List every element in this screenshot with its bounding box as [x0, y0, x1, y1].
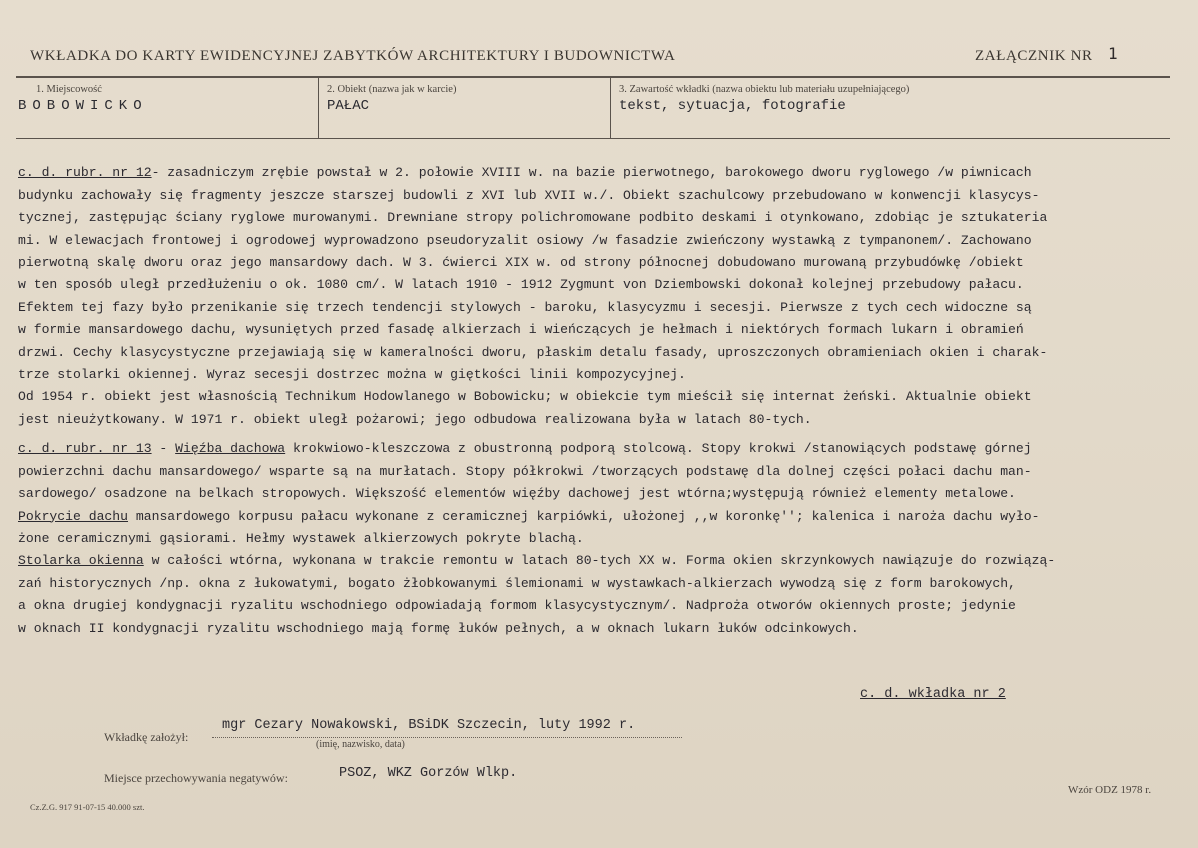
- print-info: Cz.Z.G. 917 91-07-15 40.000 szt.: [30, 802, 145, 812]
- text-line: Stolarka okienna w całości wtórna, wykonana w trakcie remontu w latach 80-tych XX w. Forma okien skrzynkowych nawiązuje do rozwiązą-: [18, 553, 1056, 569]
- negatives-label: Miejsce przechowywania negatywów:: [104, 771, 288, 785]
- text-line: w formie mansardowego dachu, wysuniętych przed fasadę alkierzach i wieńczących je hełmach i niektórych formach lukarn i obramień: [18, 322, 1024, 338]
- object-label: 2. Obiekt (nazwa jak w karcie): [327, 84, 457, 95]
- field-divider: [318, 78, 319, 138]
- text-line: jest nieużytkowany. W 1971 r. obiekt uległ pożarowi; jego odbudowa realizowana była w latach 80-tych.: [18, 411, 812, 427]
- author-label: Wkładkę założył:: [104, 730, 189, 744]
- fields-bottom-rule: [16, 138, 1170, 139]
- text-line: trze stolarki okiennej. Wyraz secesji dostrzec można w giętkości linii kompozycyjnej.: [18, 367, 686, 383]
- text-line: w oknach II kondygnacji ryzalitu wschodniego mają formę łuków pełnych, a w oknach lukarn łuków odcinkowych.: [18, 620, 859, 636]
- text-line: tycznej, zastępując ściany ryglowe murowanymi. Drewniane stropy polichromowane podbito deskami i otynkowano, zdobiąc je sztukateria: [18, 210, 1048, 226]
- object-value: PAŁAC: [327, 98, 370, 114]
- text-line: mi. W elewacjach frontowej i ogrodowej wyprowadzono pseudoryzalit osiowy /w fasadzie zwieńczony wystawką z tympanonem/. Zachowano: [18, 232, 1032, 248]
- annex-label: ZAŁĄCZNIK NR: [975, 48, 1093, 64]
- annex-number: 1: [1108, 44, 1119, 63]
- description-text: [18, 140, 1188, 685]
- text-line: sardowego/ osadzone na belkach stropowych. Większość elementów więźby dachowej jest wtórna;występują również elementy metalowe.: [18, 486, 1016, 502]
- author-sublabel: (imię, nazwisko, data): [316, 739, 405, 750]
- section-ref-12: c. d. rubr. nr 12: [18, 165, 152, 181]
- locality-value: BOBOWICKO: [18, 98, 148, 114]
- text-line: w ten sposób uległ przedłużeniu o ok. 1080 cm/. W latach 1910 - 1912 Zygmunt von Dziembowski dokonał kolejnej przebudowy pałacu.: [18, 277, 1024, 293]
- term-window-joinery: Stolarka okienna: [18, 553, 144, 569]
- text-line: Efektem tej fazy było przenikanie się trzech tendencji stylowych - baroku, klasycyzmu i secesji. Pierwsze z tych cech widoczne są: [18, 299, 1032, 315]
- author-value: mgr Cezary Nowakowski, BSiDK Szczecin, luty 1992 r.: [222, 718, 636, 733]
- text-line: c. d. rubr. nr 12- zasadniczym zrębie powstał w 2. połowie XVIII w. na bazie pierwotnego, barokowego dworu ryglowego /w piwnicach: [18, 165, 1032, 181]
- text-line: c. d. rubr. nr 13 - Więźba dachowa krokwiowo-kleszczowa z obustronną podporą stolcową. Stopy krokwi /stanowiących podstawę górnej: [18, 441, 1032, 457]
- text-line: powierzchni dachu mansardowego/ wsparte są na murłatach. Stopy półkrokwi /tworzących podstawę dla dolnej części połaci dachu man-: [18, 463, 1032, 479]
- section-ref-13: c. d. rubr. nr 13: [18, 441, 152, 457]
- text-line: Pokrycie dachu mansardowego korpusu pałacu wykonane z ceramicznej karpiówki, ułożonej ,,w koronkę''; kalenica i naroża dachu wyło-: [18, 508, 1040, 524]
- text-line: a okna drugiej kondygnacji ryzalitu wschodniego odpowiadają formom klasycystycznym/. Nadproża otworów okiennych proste; jedynie: [18, 598, 1016, 614]
- top-rule: [16, 76, 1170, 78]
- form-code: Wzór ODZ 1978 r.: [1068, 784, 1152, 796]
- negatives-value: PSOZ, WKZ Gorzów Wlkp.: [339, 766, 518, 781]
- text-line: drzwi. Cechy klasycystyczne przejawiają się w kameralności dworu, płaskim detalu fasady, uproszczonych obramieniach okien i charak-: [18, 344, 1048, 360]
- text-line: Od 1954 r. obiekt jest własnością Technikum Hodowlanego w Bobowicku; w obiekcie tym mieścił się internat żeński. Aktualnie obiekt: [18, 389, 1032, 405]
- form-title: WKŁADKA DO KARTY EWIDENCYJNEJ ZABYTKÓW ARCHITEKTURY I BUDOWNICTWA: [30, 48, 676, 64]
- text-line: zań historycznych /np. okna z łukowatymi, bogato żłobkowanymi ślemionami w wystawkach-alkierzach wywodzą się z form barokowych,: [18, 575, 1016, 591]
- author-dotted-line: [212, 737, 682, 738]
- continuation-note: c. d. wkładka nr 2: [860, 687, 1006, 702]
- text-line: żone ceramicznymi gąsiorami. Hełmy wystawek alkierzowych pokryte blachą.: [18, 530, 584, 546]
- term-roof-truss: Więźba dachowa: [175, 441, 286, 457]
- locality-label: 1. Miejscowość: [36, 84, 102, 95]
- contents-value: tekst, sytuacja, fotografie: [619, 98, 846, 114]
- text-line: budynku zachowały się fragmenty jeszcze starszej budowli z XVI lub XVII w./. Obiekt szachulcowy przebudowano w konwencji klasycys-: [18, 187, 1040, 203]
- term-roof-covering: Pokrycie dachu: [18, 508, 129, 524]
- text-line: pierwotną skalę dworu oraz jego mansardowy dach. W 3. ćwierci XIX w. od strony północnej dobudowano murowaną przybudówkę /obiekt: [18, 255, 1024, 271]
- contents-label: 3. Zawartość wkładki (nazwa obiektu lub materiału uzupełniającego): [619, 84, 910, 95]
- field-divider: [610, 78, 611, 138]
